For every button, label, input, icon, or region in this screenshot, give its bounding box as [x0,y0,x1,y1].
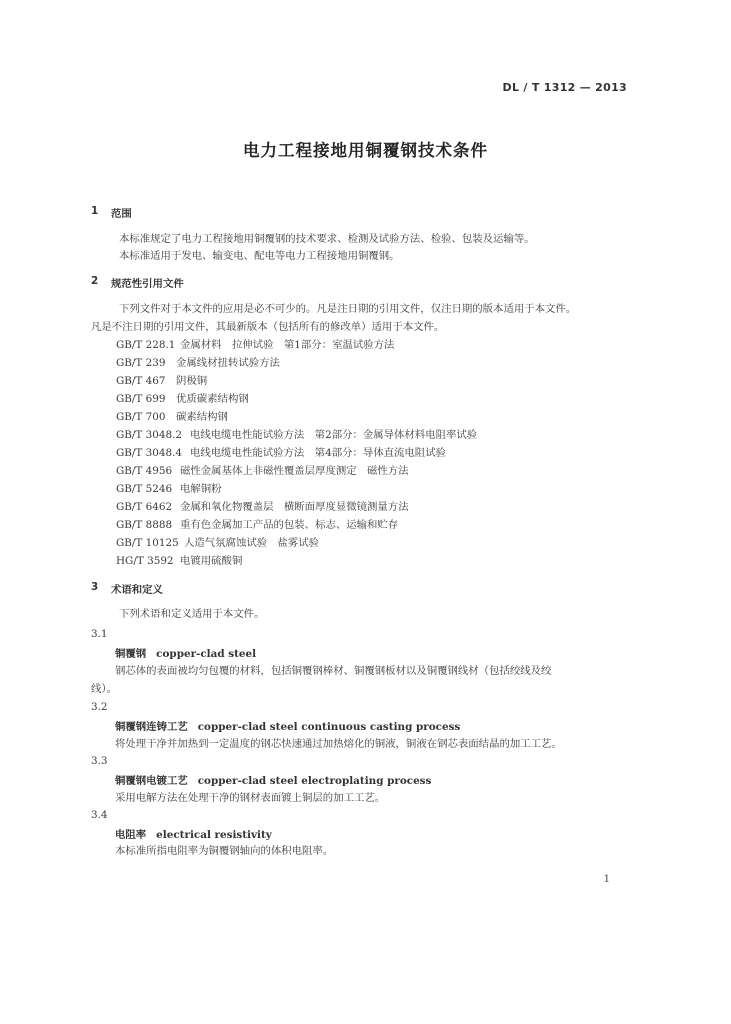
term-chinese: 铜覆钢电镀工艺 [115,775,188,787]
section-2-intro: 下列文件对于本文件的应用是必不可少的。凡是注日期的引用文件，仅注日期的版本适用于本文件。 [119,303,577,315]
reference-item [116,482,222,496]
reference-code: GB/T 699 [116,393,166,405]
term-heading [115,645,256,660]
term-heading [115,826,272,841]
reference-title: 金属线材扭转试验方法 [176,357,280,369]
reference-title: 优质碳素结构钢 [176,393,249,405]
section-1-paragraph: 本标准适用于发电、输变电、配电等电力工程接地用铜覆钢。 [119,250,400,262]
reference-item [116,500,409,514]
reference-title: 碳素结构钢 [176,411,228,423]
term-number: 3.3 [91,755,108,767]
reference-code: GB/T 467 [116,375,166,387]
reference-code: GB/T 3048.2 [116,429,183,441]
reference-item [116,356,280,370]
term-number: 3.4 [91,809,108,821]
term-definition: 本标准所指电阻率为铜覆钢轴向的体积电阻率。 [115,845,334,857]
reference-title: 人造气氛腐蚀试验 盐雾试验 [184,537,320,549]
reference-code: GB/T 4956 [116,465,173,477]
reference-title: 电解铜粉 [180,483,222,495]
reference-title: 电线电缆电性能试验方法 第2部分：金属导体材料电阻率试验 [190,429,478,441]
term-english: copper-clad steel electroplating process [197,775,432,787]
term-english: copper-clad steel [156,648,257,660]
reference-code: GB/T 5246 [116,483,173,495]
term-number: 3.1 [91,628,108,640]
reference-item [116,554,242,568]
term-english: electrical resistivity [156,829,272,841]
reference-item [116,446,446,460]
reference-code: GB/T 8888 [116,519,173,531]
section-2-number: 2 [91,275,99,287]
term-heading [115,772,431,787]
reference-item [116,536,319,550]
standard-code: DL / T 1312 — 2013 [502,81,627,94]
term-chinese: 电阻率 [115,829,147,841]
reference-code: GB/T 239 [116,357,166,369]
term-definition: 钢芯体的表面被均匀包覆的材料，包括铜覆钢棒材、铜覆钢板材以及铜覆钢线材（包括绞线及绞 [115,665,552,677]
reference-code: GB/T 700 [116,411,166,423]
reference-item [116,374,207,388]
reference-title: 金属材料 拉伸试验 第1部分：室温试验方法 [180,339,395,351]
term-chinese: 铜覆钢 [115,648,147,660]
term-english: copper-clad steel continuous casting process [197,721,461,733]
reference-title: 阴极铜 [176,375,208,387]
document-title: 电力工程接地用铜覆钢技术条件 [243,141,488,160]
section-2-title: 规范性引用文件 [111,278,184,290]
reference-item [116,410,228,424]
reference-code: GB/T 228.1 [116,339,176,351]
section-1-title: 范围 [111,208,132,220]
section-1-number: 1 [91,205,99,217]
reference-title: 磁性金属基体上非磁性覆盖层厚度测定 磁性方法 [180,465,409,477]
reference-item [116,428,477,442]
reference-code: GB/T 10125 [116,537,179,549]
reference-item [116,338,394,352]
section-3-number: 3 [91,581,99,593]
reference-title: 重有色金属加工产品的包装、标志、运输和贮存 [180,519,399,531]
reference-code: GB/T 3048.4 [116,447,183,459]
reference-code: GB/T 6462 [116,501,173,513]
page-number: 1 [603,874,610,885]
term-number: 3.2 [91,701,108,713]
reference-item [116,518,398,532]
term-definition: 采用电解方法在处理干净的钢材表面镀上铜层的加工工艺。 [115,792,386,804]
reference-item [116,392,249,406]
reference-code: HG/T 3592 [116,555,174,567]
term-heading [115,718,460,733]
reference-item [116,464,409,478]
reference-title: 电线电缆电性能试验方法 第4部分：导体直流电阻试验 [190,447,446,459]
section-1-paragraph: 本标准规定了电力工程接地用铜覆钢的技术要求、检测及试验方法、检验、包装及运输等。 [119,233,535,245]
term-definition: 将处理干净并加热到一定温度的钢芯快速通过加热熔化的铜液，铜液在钢芯表面结晶的加工工艺。 [115,738,562,750]
reference-title: 电镀用硫酸铜 [180,555,243,567]
term-chinese: 铜覆钢连铸工艺 [115,721,188,733]
section-2-intro: 凡是不注日期的引用文件，其最新版本（包括所有的修改单）适用于本文件。 [91,321,445,333]
term-definition: 线）。 [91,683,117,695]
section-3-title: 术语和定义 [111,584,163,596]
section-3-intro: 下列术语和定义适用于本文件。 [119,608,265,620]
reference-title: 金属和氧化物覆盖层 横断面厚度显微镜测量方法 [180,501,409,513]
